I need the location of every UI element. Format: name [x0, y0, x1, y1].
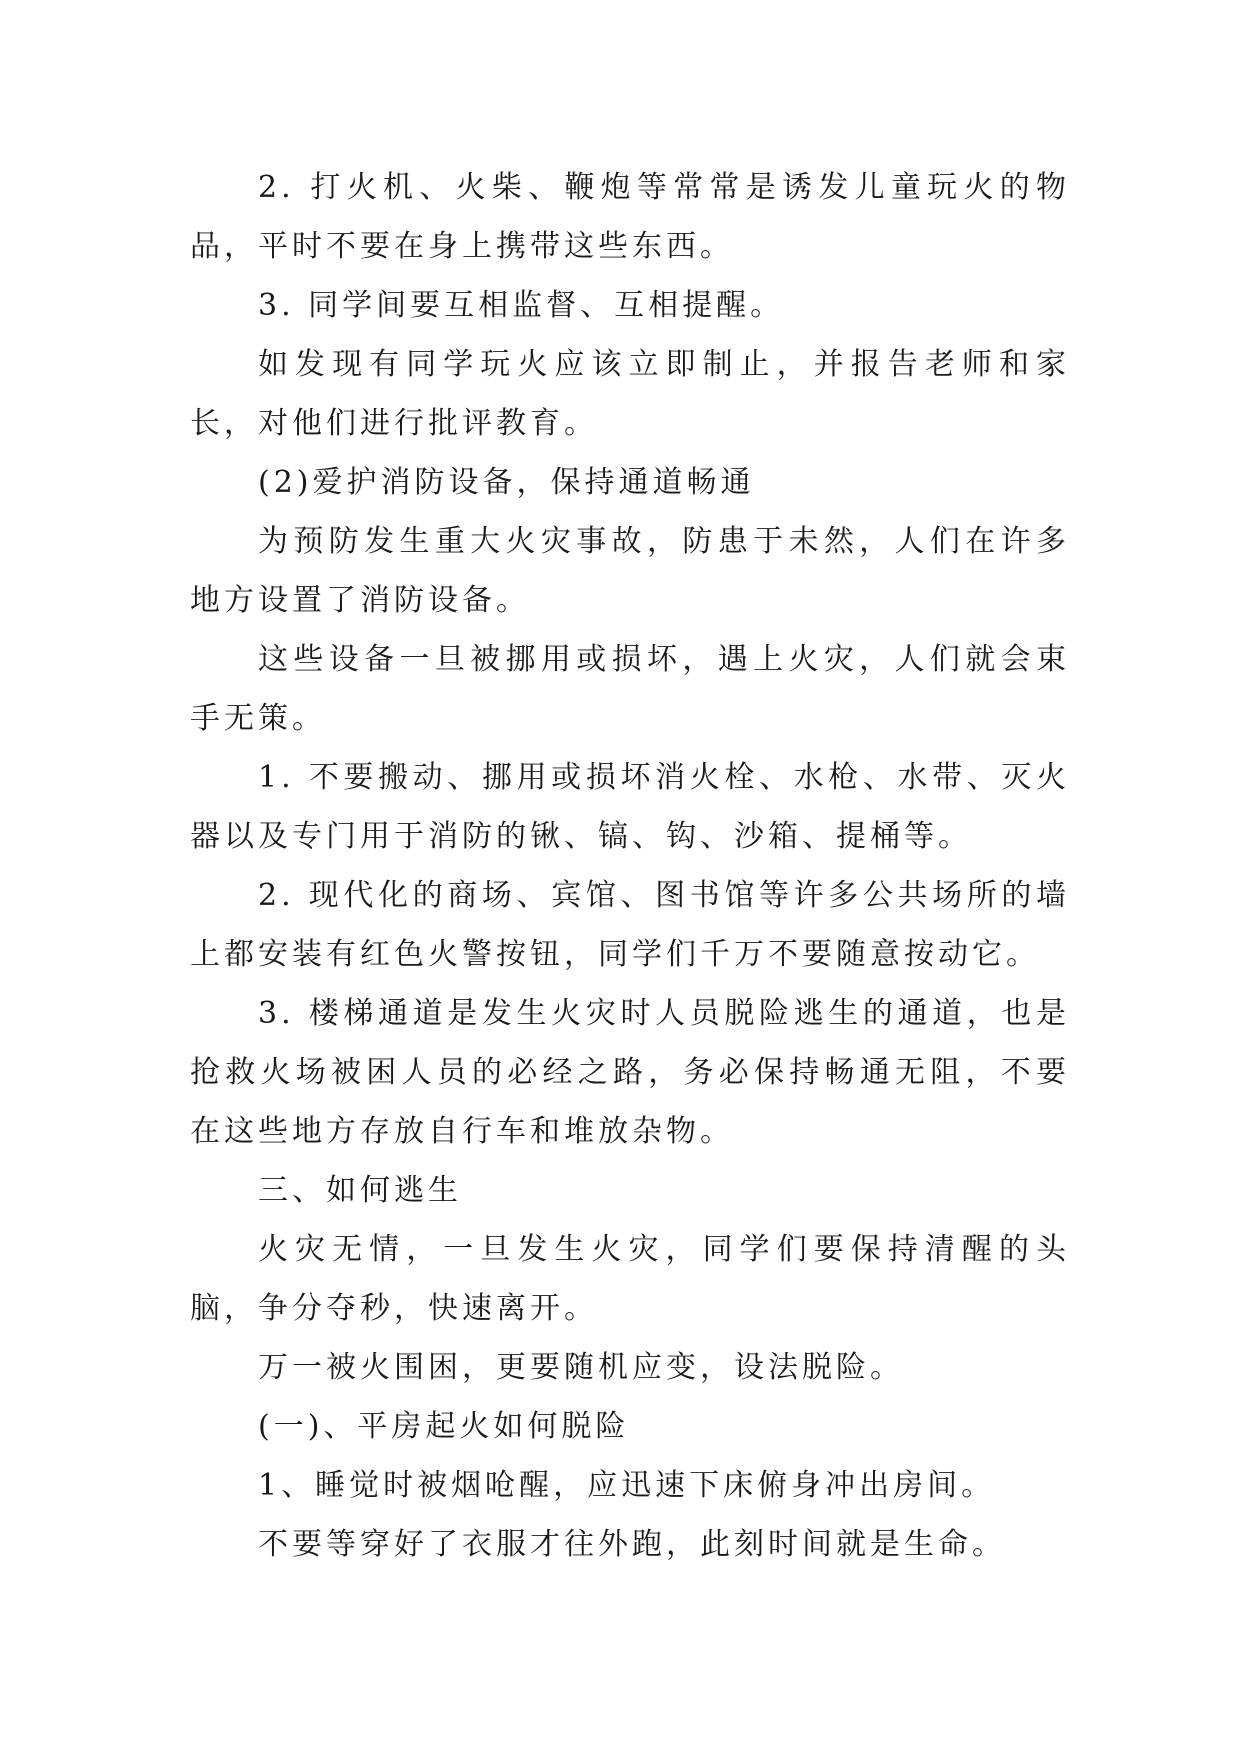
paragraph: 1. 不要搬动、挪用或损坏消火栓、水枪、水带、灭火器以及专门用于消防的锹、镐、钩、沙箱、提桶等。: [190, 760, 1070, 854]
paragraph: 不要等穿好了衣服才往外跑，此刻时间就是生命。: [258, 1527, 1006, 1562]
section-heading: 三、如何逃生: [258, 1173, 462, 1208]
paragraph: 如发现有同学玩火应该立即制止，并报告老师和家长，对他们进行批评教育。: [190, 347, 1070, 441]
paragraph: 这些设备一旦被挪用或损坏，遇上火灾，人们就会束手无策。: [190, 642, 1070, 736]
paragraph: 3. 楼梯通道是发生火灾时人员脱险逃生的通道，也是抢救火场被困人员的必经之路，务必保持畅通无阻，不要在这些地方存放自行车和堆放杂物。: [190, 996, 1070, 1149]
paragraph: 3. 同学间要互相监督、互相提醒。: [258, 288, 785, 323]
paragraph: 为预防发生重大火灾事故，防患于未然，人们在许多地方设置了消防设备。: [190, 524, 1070, 618]
paragraph: 1、睡觉时被烟呛醒，应迅速下床俯身冲出房间。: [258, 1468, 996, 1503]
section-heading: (2)爱护消防设备，保持通道畅通: [258, 465, 755, 500]
paragraph: 火灾无情，一旦发生火灾，同学们要保持清醒的头脑，争分夺秒，快速离开。: [190, 1232, 1070, 1326]
paragraph: 2. 打火机、火柴、鞭炮等常常是诱发儿童玩火的物品，平时不要在身上携带这些东西。: [190, 170, 1070, 264]
section-heading: (一)、平房起火如何脱险: [258, 1409, 630, 1444]
paragraph: 万一被火围困，更要随机应变，设法脱险。: [258, 1350, 904, 1385]
document-body: [190, 158, 1070, 1574]
paragraph: 2. 现代化的商场、宾馆、图书馆等许多公共场所的墙上都安装有红色火警按钮，同学们千万不要随意按动它。: [190, 878, 1070, 972]
